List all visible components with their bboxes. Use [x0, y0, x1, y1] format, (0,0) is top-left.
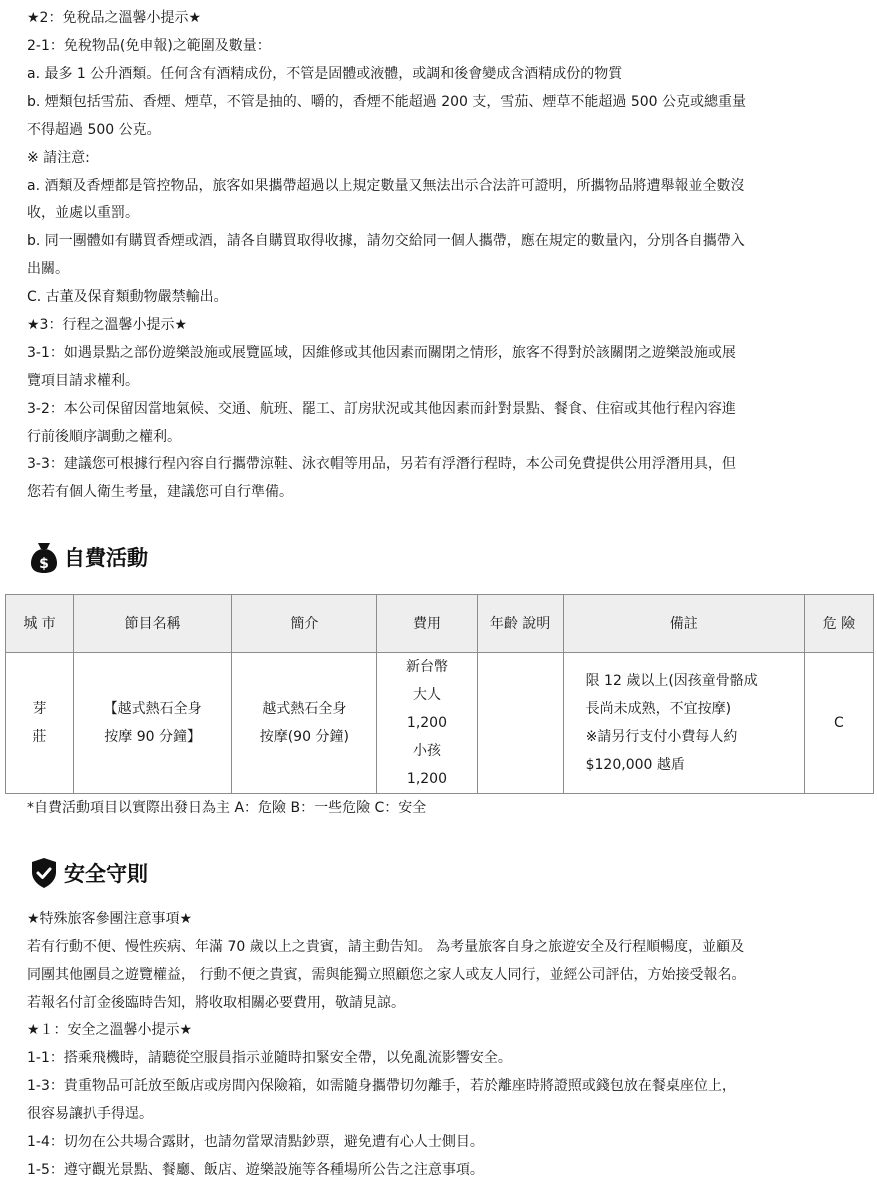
- cell-intro: 越式熱石全身 按摩(90 分鐘): [232, 653, 377, 794]
- customs-title: ★2：免稅品之溫馨小提示★: [27, 10, 202, 26]
- safety-tip-1-3-line1: 1-3：貴重物品可託放至飯店或房間內保險箱，如需隨身攜帶切勿離手，若於離座時將證照或錢包放在餐桌座位上，: [27, 1078, 736, 1094]
- cell-program: 【越式熱石全身 按摩 90 分鐘】: [74, 653, 232, 794]
- safety-special-line1: 若有行動不便、慢性疾病、年滿 70 歲以上之貴賓，請主動告知。 為考量旅客自身之旅遊安全及行程順暢度，並顧及: [27, 939, 745, 955]
- safety-title: 安全守則: [64, 862, 148, 886]
- optional-activities-title: 自費活動: [64, 546, 148, 570]
- itinerary-3-2-line2: 行前後順序調動之權利。: [27, 429, 181, 445]
- cell-age: [477, 653, 563, 794]
- customs-notice-b-line2: 出關。: [27, 261, 69, 277]
- itinerary-3-2-line1: 3-2：本公司保留因當地氣候、交通、航班、罷工、訂房狀況或其他因素而針對景點、餐食、住宿或其他行程內容進: [27, 401, 736, 417]
- itinerary-title: ★3：行程之溫馨小提示★: [27, 317, 188, 333]
- header-age: 年齡 說明: [477, 595, 563, 653]
- cell-city: 芽 莊: [6, 653, 74, 794]
- customs-notice-c: C. 古董及保育類動物嚴禁輸出。: [27, 289, 228, 305]
- safety-tip-1-4: 1-4：切勿在公共場合露財，也請勿當眾清點鈔票，避免遭有心人士側目。: [27, 1134, 484, 1150]
- optional-activities-heading: [30, 540, 148, 574]
- itinerary-3-1-line2: 覽項目請求權利。: [27, 373, 139, 389]
- itinerary-3-3-line2: 您若有個人衛生考量，建議您可自行準備。: [27, 484, 293, 500]
- safety-tip-1-3-line2: 很容易讓扒手得逞。: [27, 1106, 153, 1122]
- optional-activities-note: *自費活動項目以實際出發日為主 A：危險 B：一些危險 C：安全: [27, 800, 427, 816]
- customs-notice-b-line1: b. 同一團體如有購買香煙或酒，請各自購買取得收據，請勿交給同一個人攜帶，應在規定的數量內，分別各自攜帶入: [27, 233, 745, 249]
- itinerary-3-3-line1: 3-3：建議您可根據行程內容自行攜帶涼鞋、泳衣帽等用品，另若有浮潛行程時，本公司免費提供公用浮潛用具，但: [27, 456, 736, 472]
- customs-notice-title: ※ 請注意:: [27, 150, 90, 166]
- header-danger: 危 險: [804, 595, 873, 653]
- cell-fee: 新台幣 大人 1,200 小孩 1,200: [377, 653, 477, 794]
- money-bag-icon: [30, 540, 58, 574]
- header-remark: 備註: [563, 595, 804, 653]
- header-fee: 費用: [377, 595, 477, 653]
- safety-tip1-title: ★１：安全之溫馨小提示★: [27, 1022, 193, 1038]
- shield-check-icon: [30, 857, 58, 889]
- safety-special-line2: 同團其他團員之遊覽權益， 行動不便之貴賓，需與能獨立照顧您之家人或友人同行，並經公司評估，方始接受報名。: [27, 967, 746, 983]
- customs-notice-a-line1: a. 酒類及香煙都是管控物品，旅客如果攜帶超過以上規定數量又無法出示合法許可證明，所攜物品將遭舉報並全數沒: [27, 178, 745, 194]
- safety-tip-1-5: 1-5：遵守觀光景點、餐廳、飯店、遊樂設施等各種場所公告之注意事項。: [27, 1162, 484, 1178]
- itinerary-3-1-line1: 3-1：如遇景點之部份遊樂設施或展覽區域，因維修或其他因素而關閉之情形，旅客不得對於該關閉之遊樂設施或展: [27, 345, 736, 361]
- header-city: 城 市: [6, 595, 74, 653]
- customs-item-b-line2: 不得超過 500 公克。: [27, 122, 161, 138]
- table-row: [6, 653, 874, 794]
- header-intro: 簡介: [232, 595, 377, 653]
- customs-subtitle: 2-1：免稅物品(免申報)之範圍及數量：: [27, 38, 271, 54]
- header-program: 節目名稱: [74, 595, 232, 653]
- optional-activities-table: [5, 594, 874, 794]
- customs-notice-a-line2: 收，並處以重罰。: [27, 205, 139, 221]
- svg-text:$: $: [39, 556, 49, 572]
- table-header-row: [6, 595, 874, 653]
- customs-item-a: a. 最多 1 公升酒類。任何含有酒精成份，不管是固體或液體，或調和後會變成含酒精成份的物質: [27, 66, 623, 82]
- customs-item-b-line1: b. 煙類包括雪茄、香煙、煙草，不管是抽的、嚼的，香煙不能超過 200 支，雪茄、煙草不能超過 500 公克或總重量: [27, 94, 747, 110]
- cell-danger: C: [804, 653, 873, 794]
- safety-tip-1-1: 1-1：搭乘飛機時，請聽從空服員指示並隨時扣緊安全帶，以免亂流影響安全。: [27, 1050, 512, 1066]
- cell-remark: 限 12 歲以上(因孩童骨骼成 長尚未成熟，不宜按摩) ※請另行支付小費每人約 $120,000 越盾: [563, 653, 804, 794]
- safety-special-title: ★特殊旅客參團注意事項★: [27, 911, 193, 927]
- safety-heading: [30, 857, 148, 889]
- safety-special-line3: 若報名付訂金後臨時告知，將收取相關必要費用，敬請見諒。: [27, 995, 405, 1011]
